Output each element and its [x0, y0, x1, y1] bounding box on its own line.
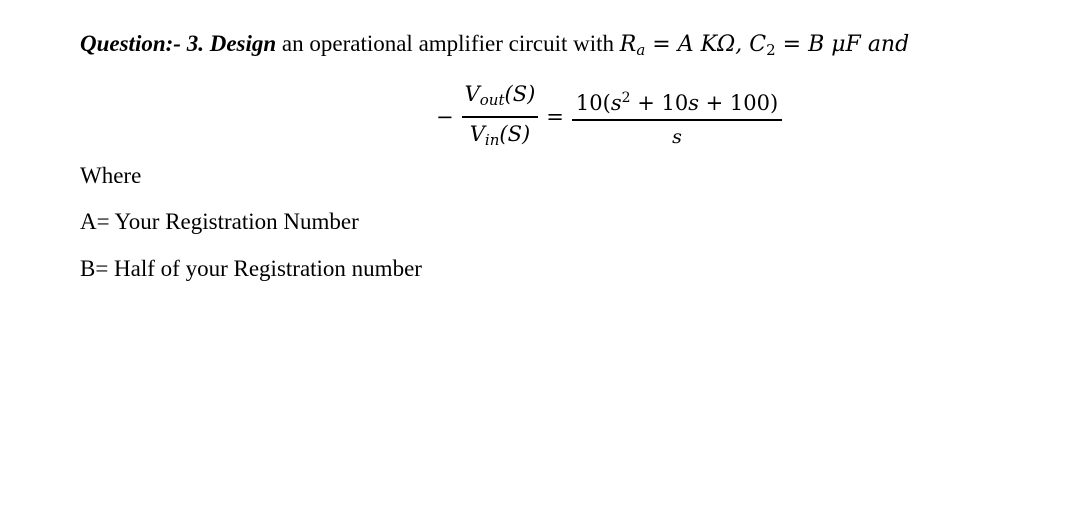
lhs-fraction: [462, 80, 539, 154]
question-text: an operational amplifier circuit with: [281, 31, 615, 56]
where-label: Where: [80, 163, 142, 188]
resistor-condition: [620, 32, 909, 57]
question-line: [80, 28, 909, 66]
rhs-denominator: s: [672, 125, 682, 148]
capacitor-symbol: C: [749, 32, 767, 57]
transfer-function-equation: [436, 80, 782, 154]
vin-symbol: V: [469, 122, 485, 146]
vout-argument: (S): [504, 82, 536, 106]
rhs-exponent: 2: [621, 89, 631, 106]
definition-b: B= Half of your Registration number: [80, 256, 422, 281]
capacitor-value: = B μF and: [782, 32, 910, 57]
definition-a: A= Your Registration Number: [80, 209, 359, 234]
minus-sign: −: [436, 105, 454, 129]
equals-sign: =: [546, 105, 564, 129]
rhs-numerator: [572, 84, 782, 121]
rhs-coef: 10(: [575, 90, 611, 115]
lhs-denominator: [467, 118, 533, 154]
rhs-fraction: [572, 84, 782, 151]
rhs-s-var-2: s: [688, 90, 699, 115]
resistor-value: = A KΩ,: [652, 32, 743, 57]
vout-symbol: V: [464, 82, 480, 106]
rhs-middle-term: + 10: [630, 90, 689, 115]
question-label: Question:- 3.: [80, 31, 204, 56]
resistor-subscript: a: [636, 41, 646, 59]
rhs-constant: + 100): [698, 90, 779, 115]
lhs-numerator: [462, 80, 539, 118]
vout-subscript: out: [479, 91, 505, 109]
capacitor-subscript: 2: [766, 41, 776, 59]
resistor-symbol: R: [619, 32, 637, 57]
design-keyword: Design: [209, 31, 277, 56]
vin-subscript: in: [484, 131, 500, 149]
rhs-s-var: s: [610, 90, 622, 115]
vin-argument: (S): [499, 122, 531, 146]
